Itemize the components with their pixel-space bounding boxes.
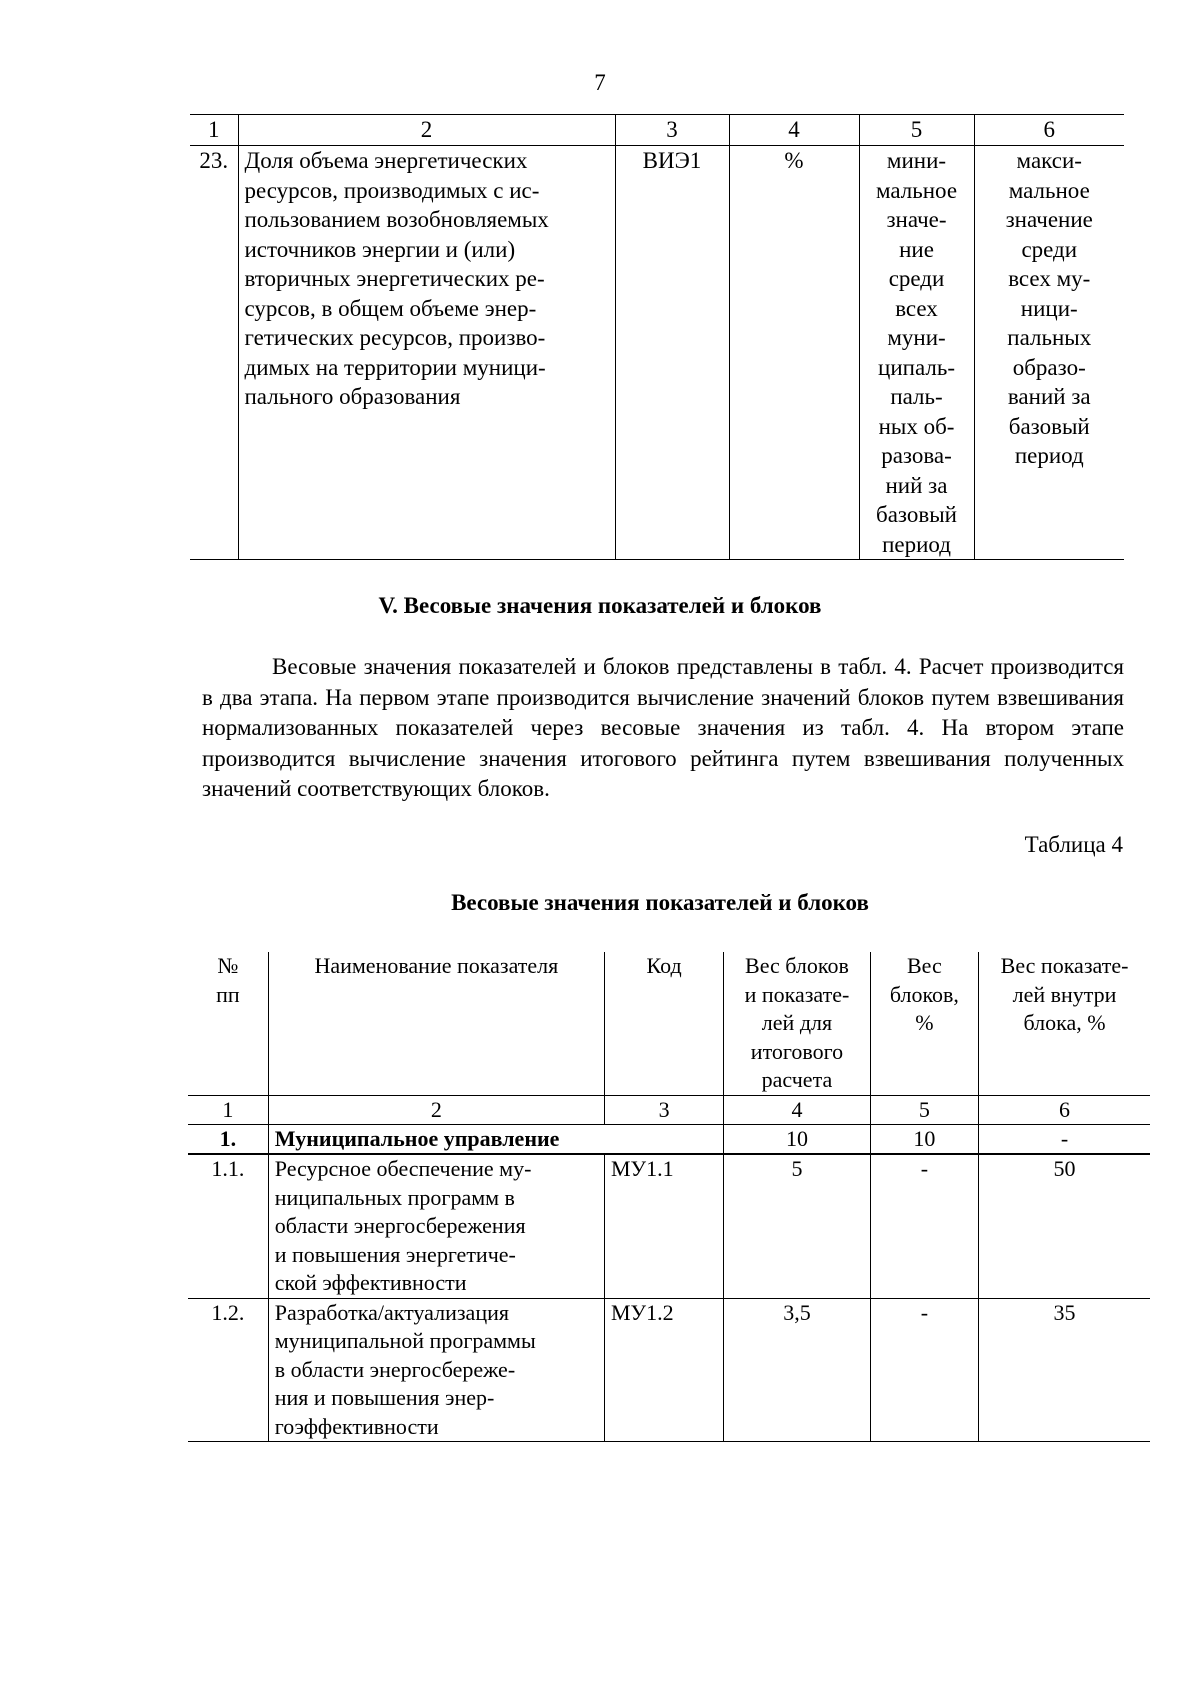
table-header-row bbox=[188, 952, 1150, 1095]
page-number: 7 bbox=[594, 70, 606, 95]
block-row bbox=[188, 1124, 1150, 1154]
min-value-line: среди bbox=[888, 266, 945, 291]
weight-total: 3,5 bbox=[724, 1298, 870, 1442]
header-weight-block bbox=[870, 952, 978, 1095]
min-value-line: мальное bbox=[875, 177, 958, 203]
header-line: % bbox=[915, 1010, 934, 1035]
block-number: 1. bbox=[188, 1124, 268, 1154]
weight-block: - bbox=[870, 1154, 978, 1298]
table-title: Весовые значения показателей и блоков bbox=[451, 890, 869, 915]
indicator-name-line: гоэффективности bbox=[274, 1413, 439, 1439]
indicator-name-line: и повышения энергетиче- bbox=[274, 1241, 516, 1267]
header-num bbox=[188, 952, 268, 1095]
min-value-line: мини- bbox=[886, 148, 947, 173]
indicator-name-line: Доля объема энергетических bbox=[244, 148, 528, 173]
col-number: 1 bbox=[188, 1095, 268, 1124]
header-line: блока, % bbox=[1023, 1010, 1106, 1035]
indicator-table-continuation bbox=[190, 114, 1124, 560]
weight-block: - bbox=[870, 1298, 978, 1442]
max-value-line: среди bbox=[1021, 236, 1078, 262]
row-number: 1.1. bbox=[188, 1154, 268, 1298]
indicator-name-line: ской эффективности bbox=[274, 1270, 467, 1295]
indicator-unit: % bbox=[729, 146, 859, 560]
block-weight-block: 10 bbox=[870, 1124, 978, 1154]
block-weight-total: 10 bbox=[724, 1124, 870, 1154]
block-name: Муниципальное управление bbox=[268, 1124, 724, 1154]
min-value-line: ние bbox=[899, 236, 934, 262]
min-value-line: значе- bbox=[886, 207, 947, 232]
min-value-description bbox=[859, 146, 974, 560]
max-value-line: всех му- bbox=[1008, 266, 1091, 291]
col-number: 5 bbox=[859, 115, 974, 146]
col-number: 4 bbox=[724, 1095, 870, 1124]
max-value-line: базовый bbox=[1008, 413, 1090, 439]
weight-total: 5 bbox=[724, 1154, 870, 1298]
max-value-line: пальных bbox=[1007, 325, 1092, 350]
max-value-line: ваний за bbox=[1007, 384, 1091, 409]
header-line: Вес bbox=[907, 953, 942, 978]
header-line: Вес блоков bbox=[745, 953, 849, 978]
indicator-name-line: пального образования bbox=[244, 384, 461, 409]
indicator-code: МУ1.2 bbox=[604, 1298, 723, 1442]
column-number-row bbox=[188, 1095, 1150, 1124]
col-number: 3 bbox=[604, 1095, 723, 1124]
weight-inner: 35 bbox=[979, 1298, 1150, 1442]
header-line: Вес показате- bbox=[1000, 953, 1129, 978]
header-line: лей для bbox=[761, 1010, 833, 1035]
col-number: 6 bbox=[979, 1095, 1150, 1124]
indicator-name-line: гетических ресурсов, произво- bbox=[244, 325, 546, 350]
header-weight-total bbox=[724, 952, 870, 1095]
table-caption: Таблица 4 bbox=[1024, 832, 1123, 857]
indicator-name-line: муниципальной программы bbox=[274, 1328, 536, 1353]
min-value-line: базовый bbox=[876, 502, 957, 527]
col-number: 5 bbox=[870, 1095, 978, 1124]
table-row bbox=[190, 146, 1124, 560]
column-number-row bbox=[190, 115, 1124, 146]
col-number: 2 bbox=[238, 115, 615, 146]
indicator-name bbox=[268, 1154, 604, 1298]
body-paragraph: Весовые значения показателей и блоков представлены в табл. 4. Расчет производится в два этапа. На первом этапе производится вычисление значений блоков путем взвешивания нормализованных показателей через весовые значения из табл. 4. На втором этапе производится вычисление значения итогового рейтинга путем взвешивания полученных значений соответствующих блоков. bbox=[202, 654, 1124, 801]
indicator-name-line: вторичных энергетических ре- bbox=[244, 266, 545, 291]
block-weight-inner: - bbox=[979, 1124, 1150, 1154]
weights-table bbox=[188, 952, 1150, 1442]
max-value-line: период bbox=[1014, 443, 1084, 468]
indicator-name-line: источников энергии и (или) bbox=[244, 236, 516, 262]
section-title: V. Весовые значения показателей и блоков bbox=[378, 593, 822, 618]
min-value-line: ципаль- bbox=[878, 354, 955, 380]
indicator-code: МУ1.1 bbox=[604, 1154, 723, 1298]
max-value-line: макси- bbox=[1016, 148, 1082, 173]
table-row bbox=[188, 1298, 1150, 1442]
max-value-description bbox=[974, 146, 1124, 560]
min-value-line: муни- bbox=[887, 325, 946, 350]
max-value-line: значение bbox=[1005, 207, 1093, 232]
header-line: итогового bbox=[750, 1038, 844, 1064]
indicator-name-line: области энергосбережения bbox=[274, 1213, 526, 1238]
indicator-name-line: сурсов, в общем объеме энер- bbox=[244, 295, 537, 321]
indicator-name bbox=[268, 1298, 604, 1442]
min-value-line: период bbox=[882, 531, 951, 557]
max-value-line: мальное bbox=[1008, 177, 1090, 203]
col-number: 2 bbox=[268, 1095, 604, 1124]
indicator-name-line: Ресурсное обеспечение му- bbox=[274, 1156, 532, 1181]
header-line: и показате- bbox=[744, 981, 850, 1007]
indicator-name-line: Разработка/актуализация bbox=[274, 1299, 509, 1325]
header-weight-inner bbox=[979, 952, 1150, 1095]
row-number: 1.2. bbox=[188, 1298, 268, 1442]
header-line: № bbox=[217, 953, 239, 978]
row-number: 23. bbox=[190, 146, 238, 560]
indicator-name-line: в области энергосбереже- bbox=[274, 1356, 516, 1382]
min-value-line: паль- bbox=[890, 384, 943, 409]
col-number: 4 bbox=[729, 115, 859, 146]
min-value-line: разова- bbox=[881, 443, 952, 468]
col-number: 6 bbox=[974, 115, 1124, 146]
table-row bbox=[188, 1154, 1150, 1298]
header-line: расчета bbox=[761, 1067, 833, 1092]
max-value-line: ници- bbox=[1020, 295, 1078, 321]
indicator-name-line: димых на территории муници- bbox=[244, 354, 546, 380]
min-value-line: ных об- bbox=[878, 413, 955, 439]
indicator-name-line: ниципальных программ в bbox=[274, 1184, 515, 1210]
indicator-name bbox=[238, 146, 615, 560]
indicator-name-line: ресурсов, производимых с ис- bbox=[244, 177, 540, 203]
min-value-line: всех bbox=[895, 295, 938, 321]
indicator-name-line: пользованием возобновляемых bbox=[244, 207, 549, 232]
header-line: лей внутри bbox=[1012, 981, 1117, 1007]
indicator-code: ВИЭ1 bbox=[615, 146, 729, 560]
indicator-name-line: ния и повышения энер- bbox=[274, 1385, 495, 1410]
max-value-line: образо- bbox=[1012, 354, 1086, 380]
weight-inner: 50 bbox=[979, 1154, 1150, 1298]
header-code: Код bbox=[604, 952, 723, 1095]
min-value-line: ний за bbox=[885, 472, 948, 498]
header-line: пп bbox=[216, 981, 240, 1007]
col-number: 3 bbox=[615, 115, 729, 146]
col-number: 1 bbox=[190, 115, 238, 146]
header-line: блоков, bbox=[889, 981, 959, 1007]
header-name: Наименование показателя bbox=[268, 952, 604, 1095]
